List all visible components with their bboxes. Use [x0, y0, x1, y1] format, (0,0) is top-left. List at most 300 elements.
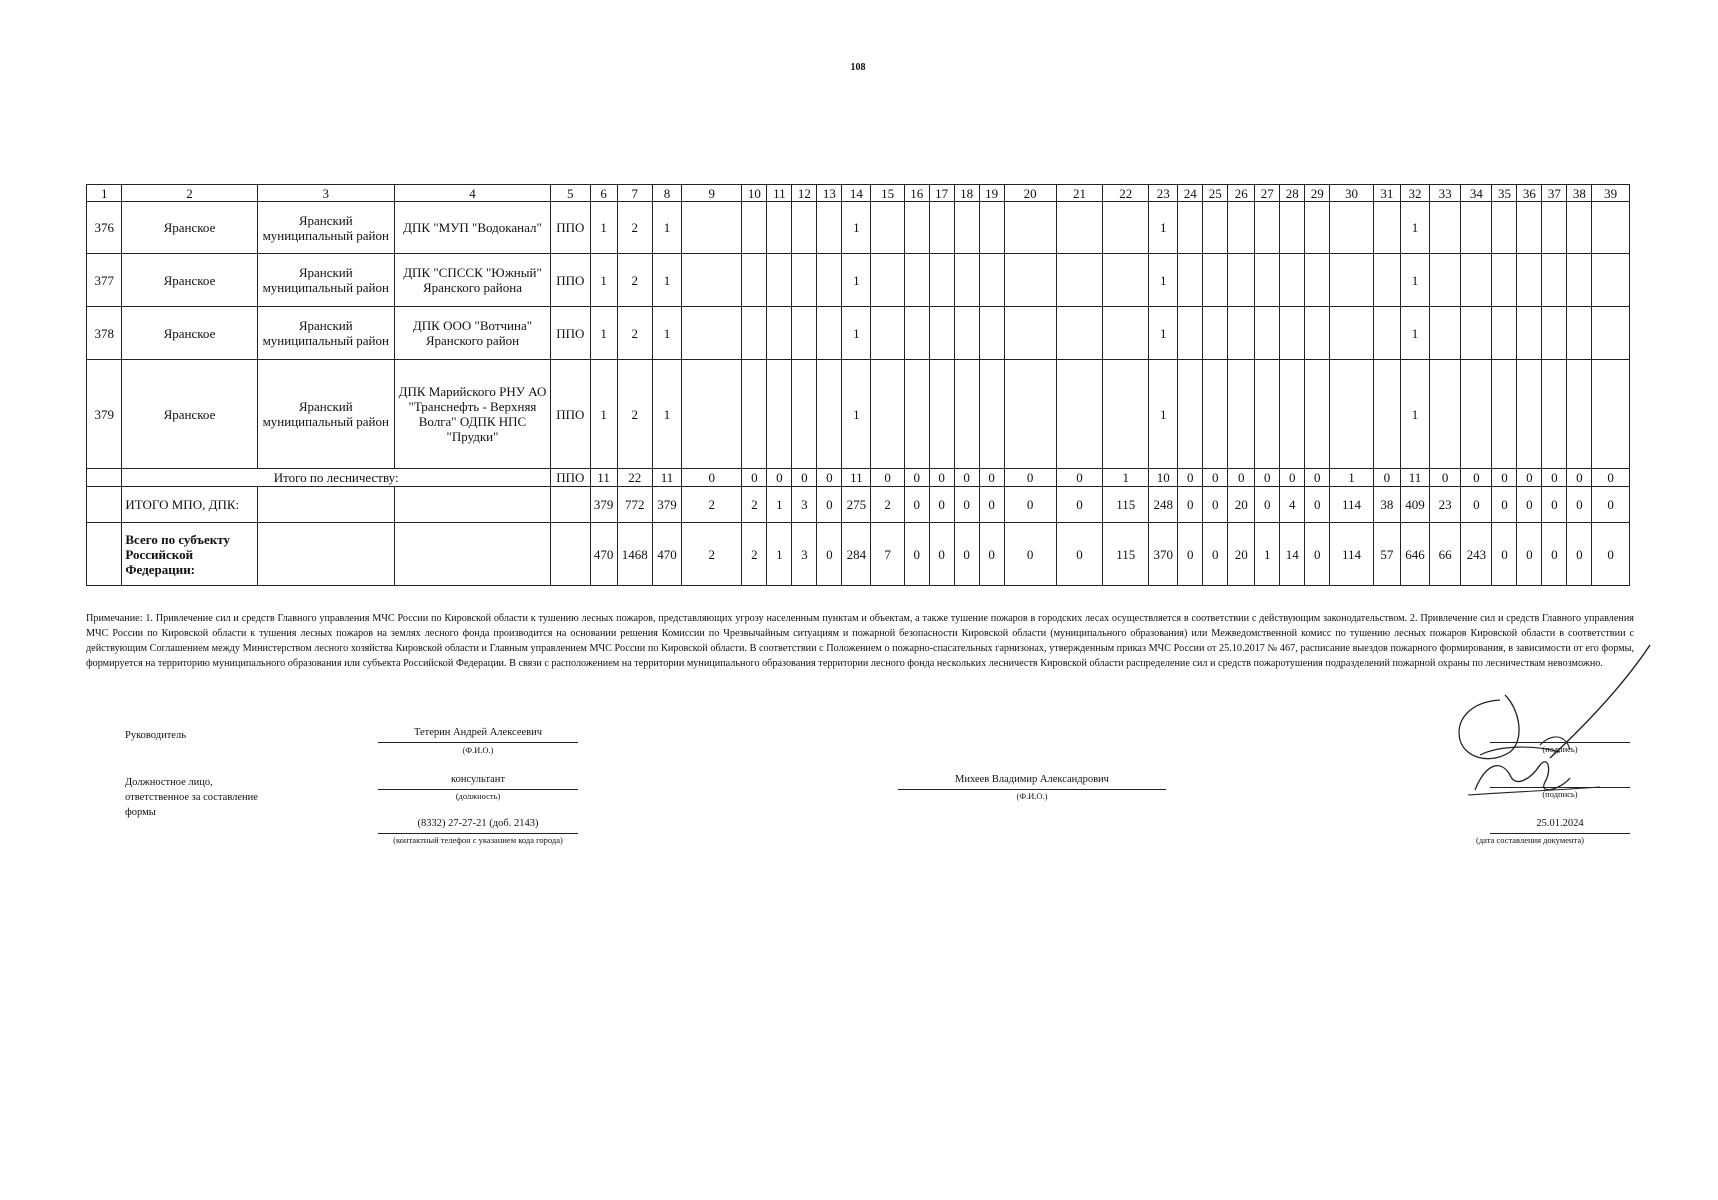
table-cell [792, 307, 817, 360]
table-cell [1178, 202, 1203, 254]
table-cell [954, 202, 979, 254]
table-cell: 1 [1400, 307, 1429, 360]
table-cell: 114 [1330, 523, 1374, 586]
table-cell: 0 [1430, 469, 1461, 487]
table-cell: 0 [742, 469, 767, 487]
table-cell: 0 [1305, 523, 1330, 586]
table-cell [1203, 254, 1228, 307]
head-name-line [378, 742, 578, 743]
head-fio-caption: (Ф.И.О.) [462, 745, 494, 755]
table-cell [1517, 202, 1542, 254]
table-cell [767, 254, 792, 307]
total-federation-row-label: Всего по субъекту Российской Федерации: [122, 523, 257, 586]
table-cell [1203, 360, 1228, 469]
table-cell: ДПК ООО "Вотчина" Яранского район [394, 307, 550, 360]
table-cell [1103, 307, 1149, 360]
table-cell [1056, 254, 1103, 307]
date-line [1490, 833, 1630, 834]
table-cell [954, 360, 979, 469]
table-cell: 379 [87, 360, 122, 469]
table-cell: 379 [652, 487, 681, 523]
table-cell [979, 360, 1004, 469]
table-cell: Яранский муниципальный район [257, 202, 394, 254]
table-cell [904, 254, 929, 307]
table-cell [1542, 360, 1567, 469]
table-cell [1255, 360, 1280, 469]
table-cell [979, 254, 1004, 307]
table-cell [904, 202, 929, 254]
table-cell [1056, 202, 1103, 254]
table-cell: 772 [617, 487, 652, 523]
table-cell: 0 [1056, 469, 1103, 487]
table-row [87, 202, 1630, 254]
table-cell [1103, 254, 1149, 307]
table-cell [871, 360, 904, 469]
table-cell: 0 [954, 487, 979, 523]
table-cell [1373, 360, 1400, 469]
column-number: 28 [1280, 185, 1305, 202]
table-cell [1305, 307, 1330, 360]
table-cell: 0 [817, 523, 842, 586]
table-cell: 1 [1330, 469, 1374, 487]
table-cell: 1468 [617, 523, 652, 586]
column-number: 7 [617, 185, 652, 202]
head-name: Тетерин Андрей Алексеевич [413, 727, 543, 738]
table-cell: 115 [1103, 523, 1149, 586]
table-cell: 0 [1567, 523, 1592, 586]
table-cell [682, 202, 742, 254]
table-cell [1330, 307, 1374, 360]
table-cell: 1 [1255, 523, 1280, 586]
table-cell [1305, 254, 1330, 307]
table-cell [1255, 254, 1280, 307]
table-cell: 409 [1400, 487, 1429, 523]
table-cell: 1 [1103, 469, 1149, 487]
table-cell [1004, 360, 1056, 469]
table-cell: 0 [1004, 469, 1056, 487]
table-cell: 2 [617, 307, 652, 360]
table-cell [792, 202, 817, 254]
table-cell: 470 [590, 523, 617, 586]
table-cell [87, 469, 122, 487]
table-cell: 0 [817, 469, 842, 487]
table-cell: 275 [842, 487, 871, 523]
table-cell: 14 [1280, 523, 1305, 586]
table-cell [1430, 202, 1461, 254]
table-cell [767, 360, 792, 469]
table-cell [1373, 202, 1400, 254]
table-cell: 370 [1149, 523, 1178, 586]
table-cell: ППО [551, 469, 591, 487]
table-cell: 0 [1373, 469, 1400, 487]
table-cell: 0 [979, 487, 1004, 523]
table-cell [1492, 202, 1517, 254]
table-cell: 0 [979, 469, 1004, 487]
table-cell: 1 [652, 254, 681, 307]
table-row [87, 254, 1630, 307]
table-cell: ППО [551, 202, 591, 254]
table-cell: 1 [767, 487, 792, 523]
table-cell: 243 [1461, 523, 1492, 586]
table-cell [929, 254, 954, 307]
table-cell: 0 [1228, 469, 1255, 487]
table-cell [1255, 202, 1280, 254]
column-number: 33 [1430, 185, 1461, 202]
table-cell [1228, 360, 1255, 469]
table-cell [682, 254, 742, 307]
table-cell [1373, 307, 1400, 360]
phone-line [378, 833, 578, 834]
table-cell [1228, 307, 1255, 360]
table-cell [1255, 307, 1280, 360]
table-cell: 0 [1592, 523, 1630, 586]
table-cell [979, 307, 1004, 360]
column-number: 12 [792, 185, 817, 202]
table-cell: 1 [1149, 254, 1178, 307]
column-number: 1 [87, 185, 122, 202]
table-cell [1461, 307, 1492, 360]
table-cell [1373, 254, 1400, 307]
column-number: 20 [1004, 185, 1056, 202]
table-cell: 0 [1255, 469, 1280, 487]
table-cell: Яранское [122, 360, 257, 469]
table-cell [929, 360, 954, 469]
table-cell: 11 [590, 469, 617, 487]
phone-value: (8332) 27-27-21 (доб. 2143) [417, 818, 539, 829]
table-cell [1178, 307, 1203, 360]
table-cell: 0 [792, 469, 817, 487]
official-fio-caption: (Ф.И.О.) [1016, 791, 1048, 801]
table-cell [1280, 360, 1305, 469]
table-cell: Яранское [122, 254, 257, 307]
table-cell [742, 202, 767, 254]
table-cell: 1 [652, 360, 681, 469]
table-cell [1056, 360, 1103, 469]
table-cell [1103, 360, 1149, 469]
table-cell [682, 307, 742, 360]
table-cell [954, 254, 979, 307]
table-cell: 2 [617, 202, 652, 254]
date-caption: (дата составления документа) [1476, 835, 1584, 845]
table-cell [551, 523, 591, 586]
table-cell: 1 [590, 254, 617, 307]
table-cell: 1 [1149, 307, 1178, 360]
table-cell [1567, 307, 1592, 360]
table-cell: 1 [1400, 202, 1429, 254]
table-cell [1517, 360, 1542, 469]
total-mpo-row-label: ИТОГО МПО, ДПК: [122, 487, 257, 523]
column-number: 2 [122, 185, 257, 202]
table-cell: 1 [767, 523, 792, 586]
column-number: 15 [871, 185, 904, 202]
table-cell [1203, 202, 1228, 254]
column-number: 6 [590, 185, 617, 202]
table-cell: Яранское [122, 202, 257, 254]
table-cell: 2 [742, 487, 767, 523]
table-cell: 0 [1542, 523, 1567, 586]
table-cell [394, 523, 550, 586]
column-number: 9 [682, 185, 742, 202]
table-cell [954, 307, 979, 360]
table-cell: 1 [1400, 254, 1429, 307]
column-number: 32 [1400, 185, 1429, 202]
table-cell: 248 [1149, 487, 1178, 523]
table-cell [1330, 202, 1374, 254]
table-cell: 10 [1149, 469, 1178, 487]
table-cell: 1 [590, 360, 617, 469]
column-number-row [87, 185, 1630, 202]
table-cell: 0 [1255, 487, 1280, 523]
table-cell [551, 487, 591, 523]
column-number: 5 [551, 185, 591, 202]
table-cell: 0 [1178, 487, 1203, 523]
table-cell [1517, 307, 1542, 360]
position-caption: (должность) [455, 791, 501, 801]
official-label: Должностное лицо, ответственное за составление формы [125, 777, 258, 818]
sign-caption-1: (подпись) [1542, 744, 1578, 754]
table-cell [792, 254, 817, 307]
table-cell [767, 202, 792, 254]
document-date: 25.01.2024 [1536, 818, 1584, 829]
table-cell: 0 [1542, 487, 1567, 523]
table-cell: 115 [1103, 487, 1149, 523]
column-number: 23 [1149, 185, 1178, 202]
table-cell [682, 360, 742, 469]
table-cell: 0 [1592, 487, 1630, 523]
official-name: Михеев Владимир Александрович [955, 774, 1109, 785]
subtotal-row [87, 469, 1630, 487]
handwritten-signature [1440, 640, 1660, 810]
table-cell: 0 [929, 469, 954, 487]
table-cell [817, 307, 842, 360]
total-federation-row [87, 523, 1630, 586]
table-cell: 646 [1400, 523, 1429, 586]
table-cell [1004, 254, 1056, 307]
page-number: 108 [850, 62, 866, 73]
table-cell [1517, 254, 1542, 307]
table-cell [1330, 254, 1374, 307]
column-number: 8 [652, 185, 681, 202]
column-number: 38 [1567, 185, 1592, 202]
column-number: 13 [817, 185, 842, 202]
table-cell: 0 [1517, 487, 1542, 523]
table-cell: 20 [1228, 487, 1255, 523]
table-cell [1592, 254, 1630, 307]
table-cell: 0 [904, 487, 929, 523]
table-row [87, 307, 1630, 360]
table-cell: 2 [682, 487, 742, 523]
table-cell: 0 [1461, 469, 1492, 487]
table-cell [1430, 254, 1461, 307]
table-cell [767, 307, 792, 360]
table-cell [817, 254, 842, 307]
table-cell: 284 [842, 523, 871, 586]
table-cell [1542, 202, 1567, 254]
column-number: 39 [1592, 185, 1630, 202]
table-cell [817, 360, 842, 469]
subtotal-label: Итого по лесничеству: [122, 469, 551, 487]
table-cell [1280, 307, 1305, 360]
column-number: 19 [979, 185, 1004, 202]
table-cell: Яранский муниципальный район [257, 360, 394, 469]
column-number: 25 [1203, 185, 1228, 202]
table-cell: 3 [792, 487, 817, 523]
table-cell [904, 307, 929, 360]
table-cell [1305, 202, 1330, 254]
table-cell: 0 [1305, 487, 1330, 523]
table-cell: 0 [1461, 487, 1492, 523]
table-cell: 20 [1228, 523, 1255, 586]
table-cell [1567, 202, 1592, 254]
table-cell [929, 202, 954, 254]
table-cell: 4 [1280, 487, 1305, 523]
table-cell [87, 487, 122, 523]
table-cell [1542, 254, 1567, 307]
table-cell: 2 [742, 523, 767, 586]
table-cell: 66 [1430, 523, 1461, 586]
position-line [378, 789, 578, 790]
official-name-line [898, 789, 1166, 790]
table-cell [1004, 202, 1056, 254]
column-number: 16 [904, 185, 929, 202]
column-number: 3 [257, 185, 394, 202]
position-value: консультант [451, 774, 505, 785]
table-cell [1056, 307, 1103, 360]
table-cell [1430, 307, 1461, 360]
table-cell: 38 [1373, 487, 1400, 523]
column-number: 14 [842, 185, 871, 202]
table-cell: 1 [842, 254, 871, 307]
table-cell [929, 307, 954, 360]
table-cell: ППО [551, 360, 591, 469]
table-cell: 0 [871, 469, 904, 487]
table-cell [871, 202, 904, 254]
table-cell: 0 [1492, 487, 1517, 523]
table-cell [1203, 307, 1228, 360]
table-cell: ДПК "СПССК "Южный" Яранского района [394, 254, 550, 307]
table-cell [1492, 307, 1517, 360]
table-cell: 0 [1492, 523, 1517, 586]
table-cell: ППО [551, 307, 591, 360]
table-cell [1592, 202, 1630, 254]
table-cell: 0 [1517, 469, 1542, 487]
table-cell: 1 [842, 307, 871, 360]
table-cell: 0 [1004, 523, 1056, 586]
table-cell: 7 [871, 523, 904, 586]
table-cell: 1 [652, 307, 681, 360]
column-number: 31 [1373, 185, 1400, 202]
table-cell: 0 [979, 523, 1004, 586]
table-cell: 0 [767, 469, 792, 487]
column-number: 27 [1255, 185, 1280, 202]
column-number: 30 [1330, 185, 1374, 202]
table-cell [1178, 360, 1203, 469]
table-cell: 0 [929, 487, 954, 523]
table-cell: 1 [1149, 202, 1178, 254]
forces-table [86, 184, 1630, 586]
table-cell [394, 487, 550, 523]
table-cell [1461, 202, 1492, 254]
table-cell: 0 [682, 469, 742, 487]
table-cell: 0 [1517, 523, 1542, 586]
table-cell: ППО [551, 254, 591, 307]
table-cell: 0 [1004, 487, 1056, 523]
table-cell [1004, 307, 1056, 360]
table-cell [1280, 202, 1305, 254]
table-cell: Яранский муниципальный район [257, 254, 394, 307]
table-cell: 1 [842, 202, 871, 254]
table-cell: 1 [1400, 360, 1429, 469]
table-cell [1305, 360, 1330, 469]
table-cell: ДПК Марийского РНУ АО "Транснефть - Верхняя Волга" ОДПК НПС "Прудки" [394, 360, 550, 469]
table-cell [871, 307, 904, 360]
table-cell: 2 [871, 487, 904, 523]
table-cell: 0 [1056, 523, 1103, 586]
sign-caption-2: (подпись) [1542, 789, 1578, 799]
table-cell [1103, 202, 1149, 254]
table-cell [1492, 360, 1517, 469]
head-label: Руководитель [125, 730, 186, 741]
table-cell: 1 [1149, 360, 1178, 469]
column-number: 35 [1492, 185, 1517, 202]
table-cell: 1 [652, 202, 681, 254]
table-cell [1567, 254, 1592, 307]
column-number: 11 [767, 185, 792, 202]
column-number: 29 [1305, 185, 1330, 202]
table-cell: 0 [1203, 469, 1228, 487]
table-row [87, 360, 1630, 469]
table-cell: 0 [1178, 469, 1203, 487]
table-cell: 57 [1373, 523, 1400, 586]
table-cell: 0 [1567, 469, 1592, 487]
table-cell [1492, 254, 1517, 307]
table-cell: 0 [1567, 487, 1592, 523]
table-cell: 0 [929, 523, 954, 586]
table-cell: Яранское [122, 307, 257, 360]
table-cell [1542, 307, 1567, 360]
column-number: 22 [1103, 185, 1149, 202]
table-cell: 2 [682, 523, 742, 586]
column-number: 18 [954, 185, 979, 202]
column-number: 17 [929, 185, 954, 202]
table-cell: ДПК "МУП "Водоканал" [394, 202, 550, 254]
table-cell [792, 360, 817, 469]
column-number: 10 [742, 185, 767, 202]
table-cell: 1 [590, 307, 617, 360]
table-cell: 0 [954, 523, 979, 586]
table-cell [871, 254, 904, 307]
table-cell: 0 [904, 523, 929, 586]
column-number: 34 [1461, 185, 1492, 202]
table-cell [257, 487, 394, 523]
table-cell [1430, 360, 1461, 469]
table-cell [1280, 254, 1305, 307]
table-cell: 0 [954, 469, 979, 487]
table-cell [1228, 254, 1255, 307]
table-cell: 0 [1056, 487, 1103, 523]
table-cell: 1 [842, 360, 871, 469]
table-cell: 377 [87, 254, 122, 307]
table-cell [742, 254, 767, 307]
table-cell: 114 [1330, 487, 1374, 523]
table-cell: 0 [1178, 523, 1203, 586]
table-cell: 2 [617, 360, 652, 469]
column-number: 4 [394, 185, 550, 202]
table-cell [1567, 360, 1592, 469]
total-mpo-row [87, 487, 1630, 523]
table-cell: 0 [904, 469, 929, 487]
table-cell [1228, 202, 1255, 254]
